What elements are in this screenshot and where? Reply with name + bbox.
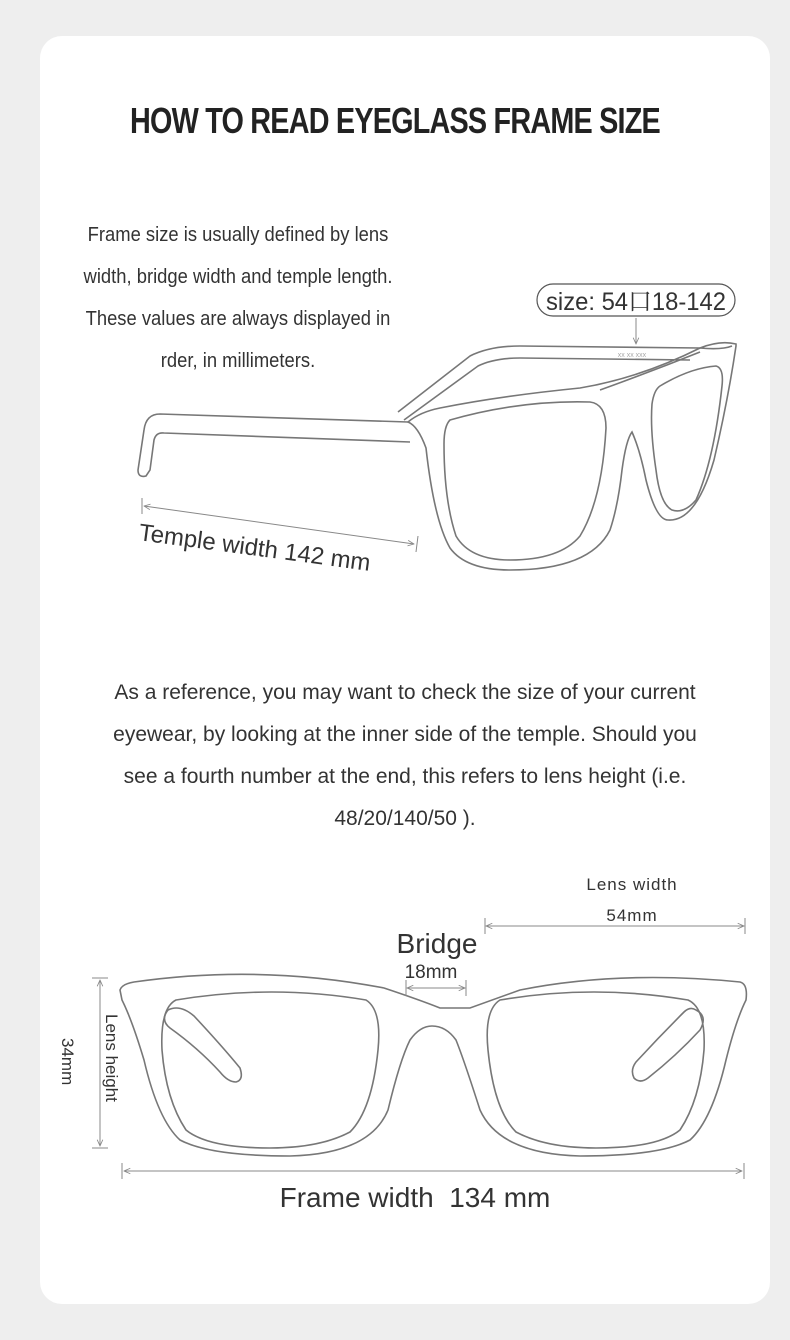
temple-dim-tick-end <box>416 536 418 552</box>
lens-width-value: 54mm <box>606 906 658 925</box>
front-view-glasses <box>120 974 746 1156</box>
front-frame-outer <box>408 343 736 570</box>
right-temple-stub <box>632 1008 703 1081</box>
temple-arm <box>138 414 410 476</box>
lens-width-dimension <box>485 875 745 934</box>
temple-width-label: Temple width 142 mm <box>137 519 373 577</box>
bridge-label: Bridge <box>396 928 478 959</box>
reference-line: eyewear, by looking at the inner side of the temple. Should you <box>113 723 697 746</box>
temple-dimension <box>137 498 418 577</box>
left-temple-stub <box>164 1008 241 1082</box>
far-temple-inner <box>404 358 690 420</box>
reference-line: 48/20/140/50 ). <box>334 807 476 830</box>
size-tag-text: size: 54口18-142 <box>546 288 726 316</box>
intro-line: width, bridge width and temple length. <box>83 266 393 288</box>
bridge-value: 18mm <box>404 962 458 983</box>
lens-width-label: Lens width <box>586 875 678 894</box>
reference-line: As a reference, you may want to check the size of your current <box>114 681 696 704</box>
frame-width-dimension <box>122 1163 744 1213</box>
bridge-dimension <box>397 928 478 996</box>
lens-front <box>444 402 606 560</box>
frame-top-edge <box>600 352 700 390</box>
lens-height-dimension <box>58 978 121 1148</box>
lens-far <box>652 366 723 511</box>
lens-height-label: Lens height <box>102 1014 121 1102</box>
intro-line: Frame size is usually defined by lens <box>87 224 389 246</box>
intro-line: rder, in millimeters. <box>160 350 316 372</box>
frame-width-label: Frame width 134 mm <box>279 1182 551 1213</box>
intro-line: These values are always displayed in <box>85 308 391 330</box>
temple-marking: xx xx xxx <box>617 352 647 359</box>
reference-line: see a fourth number at the end, this refers to lens height (i.e. <box>123 765 687 788</box>
page-title: HOW TO READ EYEGLASS FRAME SIZE <box>130 100 660 141</box>
right-lens <box>487 992 704 1148</box>
lens-height-value: 34mm <box>58 1038 77 1086</box>
